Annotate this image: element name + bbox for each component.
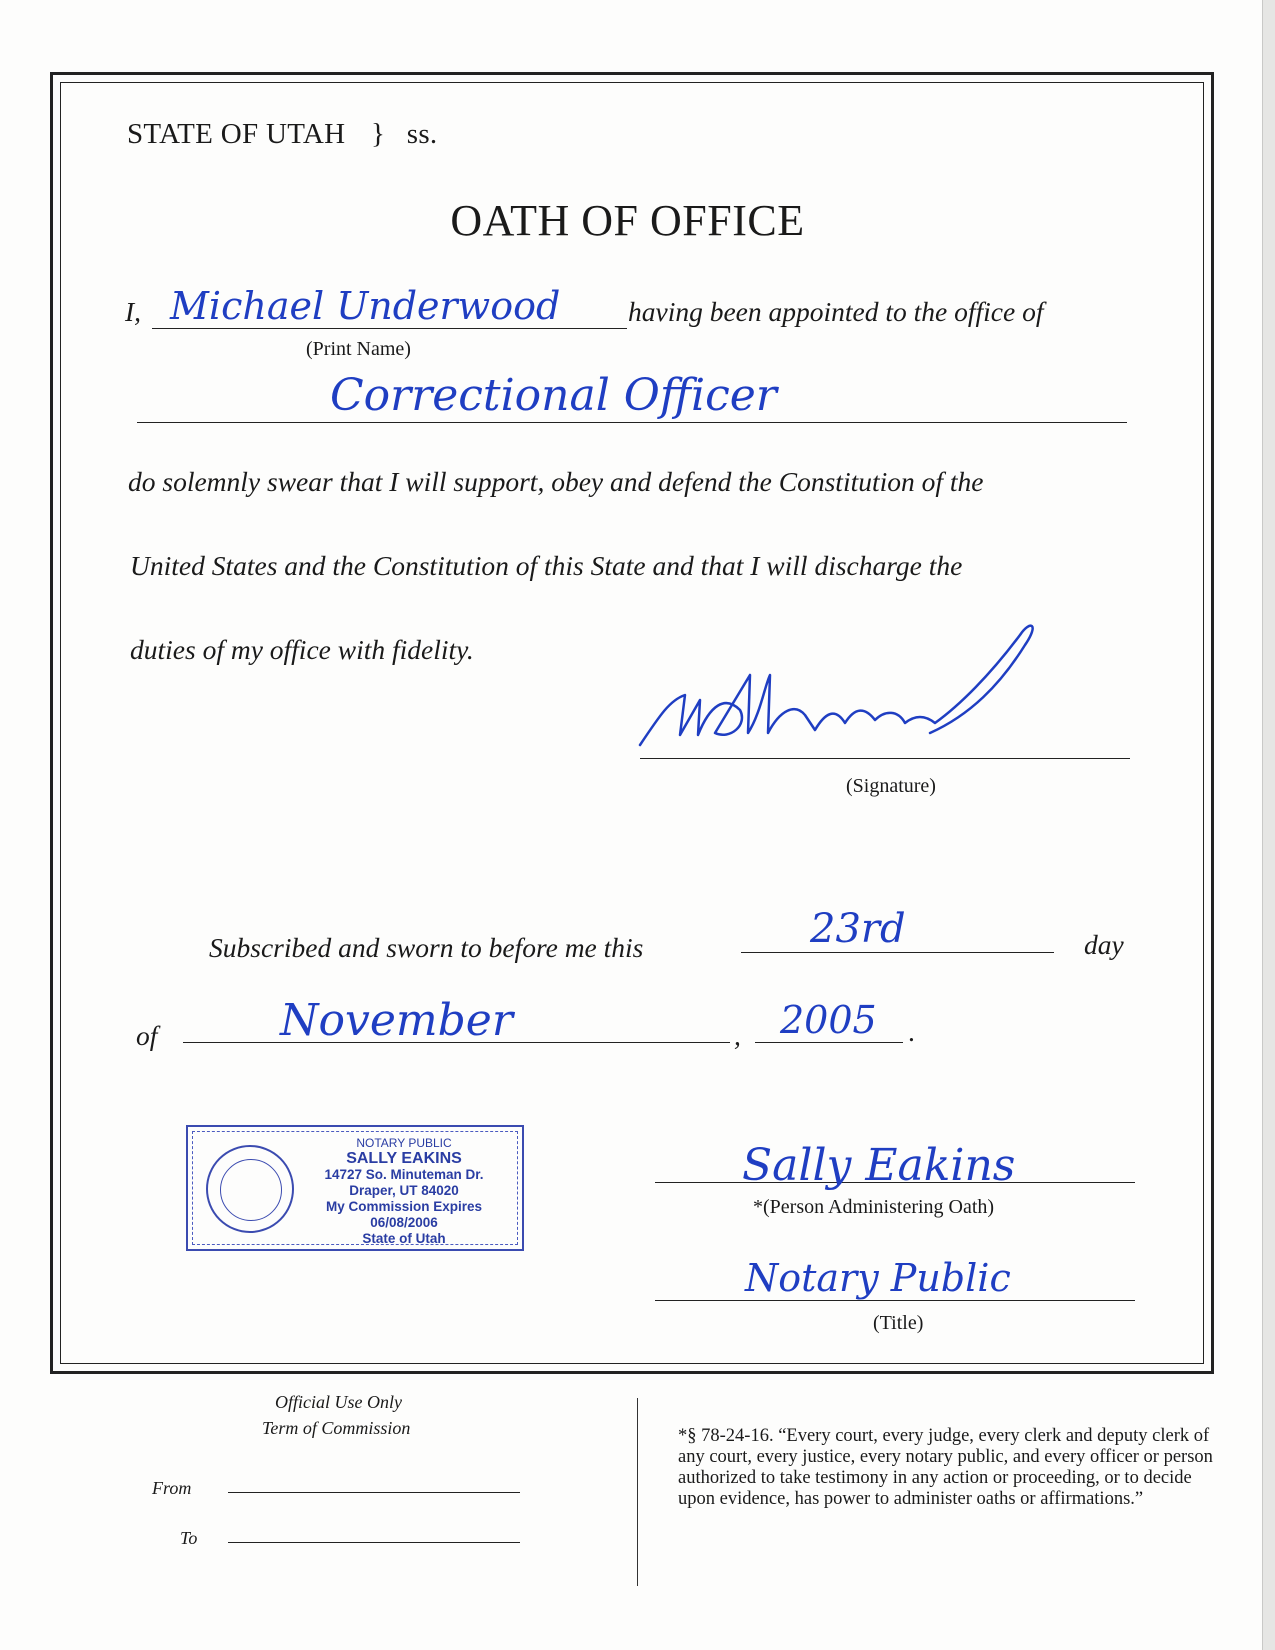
handwritten-month: November [280, 995, 513, 1046]
official-use-heading: Official Use Only [275, 1392, 402, 1412]
notary-stamp [186, 1125, 524, 1251]
administrator-signature: Sally Eakins [742, 1140, 1016, 1191]
administrator-label: *(Person Administering Oath) [753, 1196, 995, 1218]
oath-prefix: I, [125, 296, 142, 327]
signature-line [640, 728, 1130, 759]
handwritten-office: Correctional Officer [330, 370, 777, 421]
to-label: To [180, 1528, 198, 1548]
handwritten-title: Notary Public [745, 1256, 1011, 1300]
stamp-line-2: SALLY EAKINS [346, 1150, 462, 1167]
print-name-label: (Print Name) [306, 338, 411, 360]
oath-line-2: United States and the Constitution of this State and that I will discharge the [130, 550, 963, 581]
ss-label: ss. [406, 118, 438, 150]
footer-divider [637, 1398, 638, 1586]
stamp-line-6: State of Utah [362, 1231, 446, 1246]
state-heading [127, 118, 437, 151]
subscribed-text: Subscribed and sworn to before me this [209, 932, 644, 963]
day-label: day [1084, 929, 1124, 960]
stamp-line-4: Draper, UT 84020 [349, 1183, 459, 1198]
signature-label: (Signature) [846, 775, 936, 797]
handwritten-year: 2005 [780, 998, 877, 1042]
stamp-line-3: 14727 So. Minuteman Dr. [324, 1167, 484, 1182]
stamp-text [294, 1135, 514, 1247]
from-line [228, 1470, 520, 1493]
appointed-text: having been appointed to the office of [628, 296, 1044, 327]
from-label: From [152, 1478, 192, 1498]
of-label: of [136, 1020, 158, 1051]
brace-glyph: } [370, 118, 386, 150]
comma: , [734, 1020, 741, 1051]
page-edge [1262, 0, 1275, 1650]
oath-line-3: duties of my office with fidelity. [130, 634, 474, 665]
oath-line-1: do solemnly swear that I will support, obey and defend the Constitution of the [128, 466, 984, 497]
term-of-commission-heading: Term of Commission [262, 1418, 411, 1438]
state-seal-icon [206, 1145, 294, 1233]
period: . [908, 1016, 915, 1047]
to-line [228, 1520, 520, 1543]
stamp-line-1: NOTARY PUBLIC [356, 1136, 452, 1150]
title-label: (Title) [873, 1312, 924, 1334]
handwritten-day: 23rd [810, 906, 906, 952]
stamp-line-5: My Commission Expires 06/08/2006 [325, 1199, 483, 1230]
document-title: OATH OF OFFICE [450, 196, 805, 245]
handwritten-name: Michael Underwood [170, 284, 561, 328]
state-name: STATE OF UTAH [127, 118, 346, 150]
statute-footnote: *§ 78-24-16. “Every court, every judge, every clerk and deputy clerk of any court, every justice, every notary public, and every officer or person authorized to take testimony in any action or proceeding, or to decide upon evidence, has power to administer oaths or affirmations.” [678, 1426, 1213, 1509]
